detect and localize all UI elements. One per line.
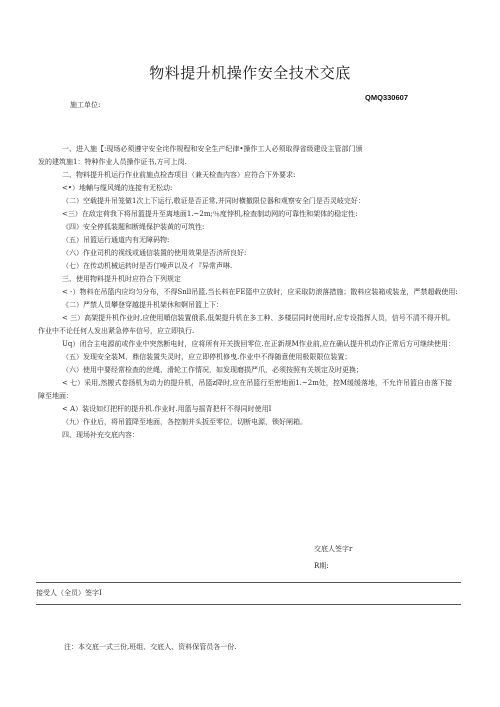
discloser-signature-label: 交底人签字r bbox=[314, 545, 353, 553]
divider bbox=[36, 582, 461, 583]
paragraph: Uq）闭合主电源前或作业中突然断电时，应将所有开关拨回零位.在正新规M作业前,应在确认提升机动作正常后方可继续使用： bbox=[62, 340, 455, 348]
paragraph: 四、现场补充交底内容： bbox=[62, 431, 139, 439]
paragraph: <•）地輔与缆风绳的连接有无松动: bbox=[62, 184, 173, 192]
paragraph: < -）物料在吊篮内应均匀分布，不得Snll吊篮,当长料在FE篮中立放时，应采取防滚落措施；散料应装箱或装龙，严禁超载使用: bbox=[62, 288, 458, 296]
paragraph: 三、使用物料提升机时应符合下列规定 bbox=[62, 275, 181, 283]
paragraph: <三）在敌定荷我下将吊篮提升至离地面1.~2m;％度悖机,检查制动网的可靠性和架体的稳定性: bbox=[62, 210, 358, 218]
paragraph: < 七）采用,然搬式卷扬机为动力的提升机，吊篮z降时,应在吊篮行至密地面1.~2m处，控M缓缓落地，不允许吊篮自由落下接障至地面： bbox=[38, 379, 453, 400]
paragraph: （五）吊篮运行通道内有无障码物: bbox=[62, 236, 170, 244]
paragraph: 一、进入施【:现场必须遵守安全诧作规程和安全生产纪律•操作工人必须取得省级建设主管部门颁 bbox=[62, 145, 363, 153]
paragraph: （六）作业司机的视线或通信装置的使用效果是否济所良好: bbox=[62, 249, 247, 257]
paragraph: < A）装设如灯把杆的提升机.作业时.用篮与摇背把杆不得同时使用I bbox=[62, 405, 272, 413]
receiver-signature-label: 接受人（全员）签字I bbox=[36, 589, 102, 597]
date-label: R期: bbox=[314, 562, 329, 570]
paragraph: （九）作业后，将吊篮降至地面，各控制并头扳至零位，切断电源，锁好闸箱。 bbox=[62, 418, 307, 426]
paragraph: < 三）高架提升机作业时,应使用順信装置俄系,低架提升机在多工种、多楼层同时使用时,应专设指挥人员，信号不清不得开机。作业中不论任何人发出紧急停车信号，应立即执行. bbox=[38, 314, 455, 335]
paragraph: （六）使用中要经常检查的丝绳、滑轮工作情况，如发现磨损严爪，必须按照有关规定及时更换； bbox=[62, 366, 363, 374]
document-body bbox=[38, 143, 458, 442]
paragraph: 发的建筑施1：特种作业人员操作证书,方可上岗. bbox=[38, 158, 187, 166]
paragraph: （五）发现安全装M、鼎信装置失灵时，应立即停机修曳.作业中不得随意使用极限限位装置； bbox=[62, 353, 352, 361]
divider bbox=[36, 604, 461, 605]
paragraph: （二）空载提升吊笼做1次上下运行,敬证是否正常,并同时横撤限位器和观察安全门是否灵岐完好： bbox=[62, 197, 365, 205]
footnote: 注：本交底一式三份,班组、交底人、资料保管员各一份. bbox=[64, 643, 237, 651]
paragraph: （七）在传动机械运转时是否仃噪声以及イ『异常声啉. bbox=[62, 262, 233, 270]
document-number: QMQ330607 bbox=[365, 93, 408, 102]
paragraph: 《四）安全停狐装题和断绳保护装黄的可筑性: bbox=[62, 223, 205, 231]
paragraph: 二、物料提升机运行作业前施点检杳项目（兼天检查内容）应符合下外要求: bbox=[62, 171, 296, 179]
construction-unit-label: 施工单位: bbox=[70, 101, 101, 109]
document-title: 物料提升机操作安全技术交底 bbox=[149, 64, 351, 82]
paragraph: 《二）严禁人员攀登穿越提升机架休和婀吊篮上下： bbox=[62, 301, 223, 309]
